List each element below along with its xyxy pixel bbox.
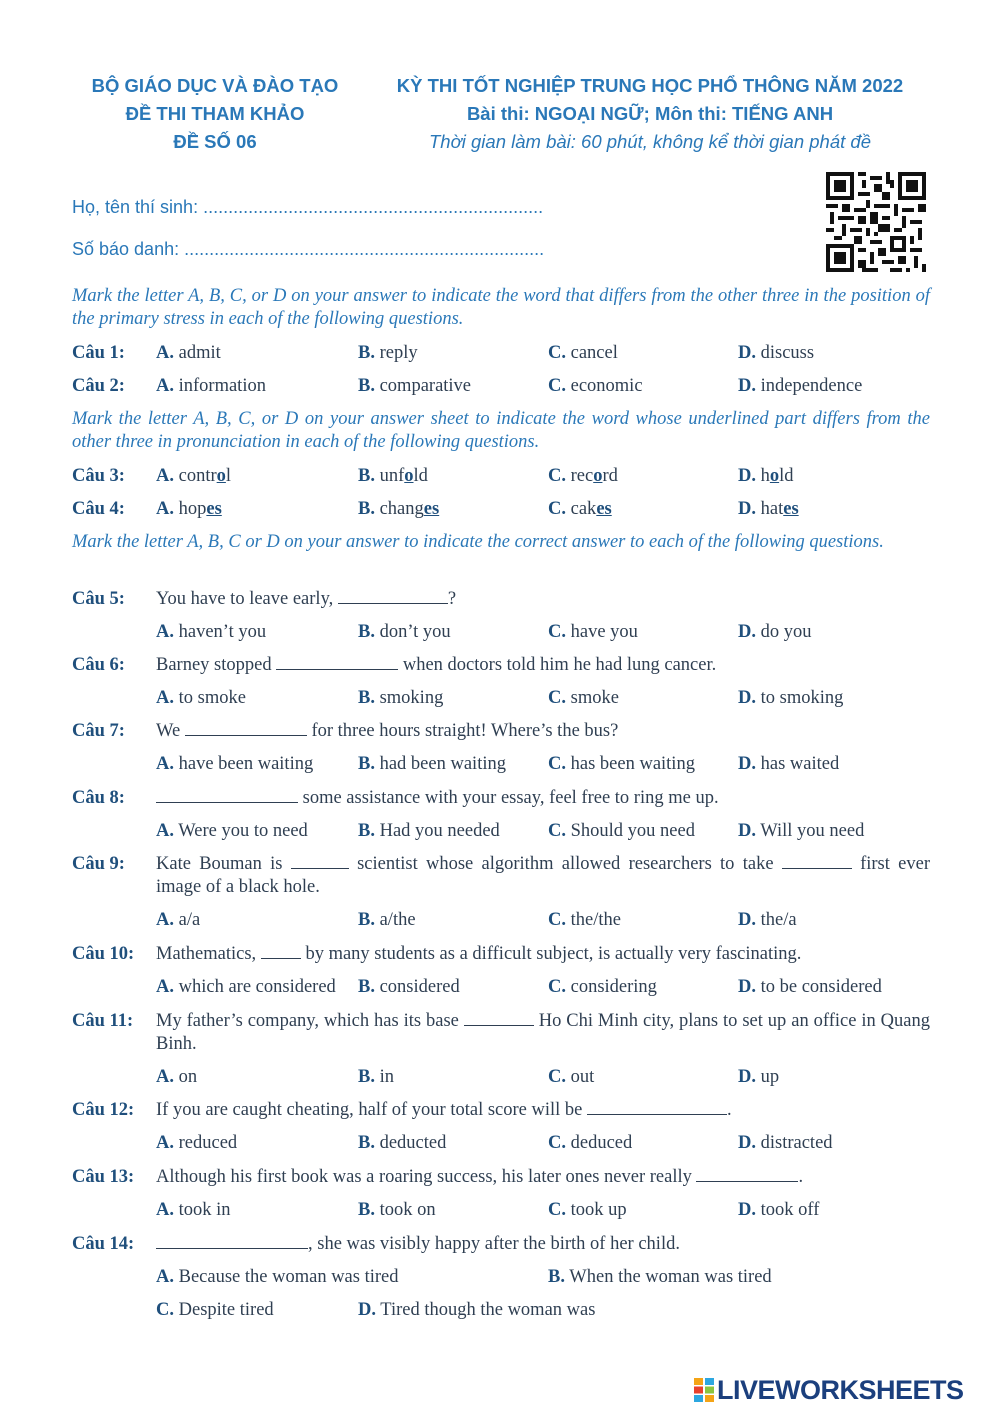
question-stem: We for three hours straight! Where’s the bus? (156, 721, 619, 741)
question-stem: You have to leave early, ? (156, 589, 457, 609)
option-a[interactable]: A. which are considered (156, 977, 336, 997)
option-b[interactable]: B. smoking (358, 688, 444, 708)
answer-blank[interactable] (782, 854, 852, 869)
question-number: Câu 10: (72, 944, 135, 964)
option-b[interactable]: B. considered (358, 977, 460, 997)
option-b[interactable]: B. deducted (358, 1133, 447, 1153)
question-number: Câu 5: (72, 589, 125, 609)
logo-text: LIVEWORKSHEETS (717, 1374, 964, 1405)
option-c[interactable]: C. has been waiting (548, 754, 695, 774)
answer-blank[interactable] (464, 1011, 534, 1026)
question-stem: Barney stopped when doctors told him he had lung cancer. (156, 655, 717, 675)
question-number: Câu 6: (72, 655, 125, 675)
option-b[interactable]: B. Had you needed (358, 821, 500, 841)
question-number: Câu 7: (72, 721, 125, 741)
question-11 (72, 1010, 930, 1090)
question-7 (72, 720, 930, 778)
candidate-name-field[interactable]: Họ, tên thí sinh: .................................................................... (72, 197, 544, 217)
answer-blank[interactable] (291, 854, 349, 869)
question-stem: some assistance with your essay, feel free to ring me up. (156, 787, 930, 810)
logo-mark-icon (694, 1378, 714, 1402)
liveworksheets-logo (694, 1375, 964, 1405)
question-12 (72, 1099, 930, 1157)
exam-title-block (372, 72, 928, 156)
instruction-grammar: Mark the letter A, B, C or D on your answer to indicate the correct answer to each of the following questions. (72, 532, 884, 552)
option-a[interactable]: A. Were you to need (156, 821, 308, 841)
option-c[interactable]: C. considering (548, 977, 657, 997)
exam-code: ĐỀ SỐ 06 (173, 131, 257, 152)
option-b[interactable]: B. don’t you (358, 622, 451, 642)
question-stem: , she was visibly happy after the birth of her child. (156, 1233, 930, 1256)
question-1 (72, 342, 930, 366)
question-13 (72, 1166, 930, 1224)
option-a[interactable]: A. control (156, 466, 232, 486)
option-b[interactable]: B. had been waiting (358, 754, 506, 774)
question-stem: Kate Bouman is scientist whose algorithm allowed researchers to take first ever image of a black hole. (156, 854, 931, 897)
option-c[interactable]: C. out (548, 1067, 595, 1087)
ministry-name: BỘ GIÁO DỤC VÀ ĐÀO TẠO (91, 75, 339, 96)
question-number: Câu 13: (72, 1167, 135, 1187)
question-number: Câu 3: (72, 466, 125, 486)
question-8 (72, 787, 930, 845)
option-c[interactable]: C. the/the (548, 910, 621, 930)
option-c[interactable]: C. took up (548, 1200, 627, 1220)
question-10 (72, 943, 930, 1001)
option-a[interactable]: A. reduced (156, 1133, 238, 1153)
candidate-id-field[interactable]: Số báo danh: ........................................................................ (72, 239, 545, 259)
option-a[interactable]: A. on (156, 1067, 198, 1087)
question-9 (72, 853, 930, 933)
exam-title: KỲ THI TỐT NGHIỆP TRUNG HỌC PHỔ THÔNG NĂM 2022 (396, 75, 904, 96)
option-c[interactable]: C. Despite tired (156, 1300, 274, 1320)
option-a[interactable]: A. to smoke (156, 688, 246, 708)
option-b[interactable]: B. unfold (358, 466, 428, 486)
answer-blank[interactable] (156, 1234, 308, 1249)
option-d[interactable]: D. the/a (738, 910, 797, 930)
option-d[interactable]: D. Will you need (738, 821, 865, 841)
instruction-stress: Mark the letter A, B, C, or D on your answer to indicate the word that differs from the other three in the position of the primary stress in each of the following questions. (72, 286, 930, 329)
answer-blank[interactable] (696, 1167, 798, 1182)
option-c[interactable]: C. deduced (548, 1133, 633, 1153)
option-a[interactable]: A. have been waiting (156, 754, 314, 774)
option-c[interactable]: C. cancel (548, 343, 618, 363)
answer-blank[interactable] (276, 655, 398, 670)
answer-blank[interactable] (185, 721, 307, 736)
answer-blank[interactable] (587, 1100, 727, 1115)
option-c[interactable]: C. record (548, 466, 618, 486)
option-d[interactable]: D. Tired though the woman was (358, 1300, 596, 1320)
option-d[interactable]: D. took off (738, 1200, 820, 1220)
option-d[interactable]: D. up (738, 1067, 780, 1087)
question-6 (72, 654, 930, 712)
question-14 (72, 1233, 930, 1323)
exam-time: Thời gian làm bài: 60 phút, không kể thời gian phát đề (429, 131, 871, 152)
question-4 (72, 498, 930, 522)
option-d[interactable]: D. discuss (738, 343, 815, 363)
answer-blank[interactable] (261, 944, 301, 959)
option-d[interactable]: D. do you (738, 622, 812, 642)
option-c[interactable]: C. Should you need (548, 821, 695, 841)
question-number: Câu 11: (72, 1011, 134, 1031)
question-number: Câu 4: (72, 499, 125, 519)
question-2 (72, 375, 930, 399)
option-a[interactable]: A. hopes (156, 499, 222, 519)
option-d[interactable]: D. has waited (738, 754, 840, 774)
question-5 (72, 588, 930, 646)
question-stem: Although his first book was a roaring success, his later ones never really . (156, 1167, 804, 1187)
answer-blank[interactable] (338, 589, 448, 604)
option-a[interactable]: A. took in (156, 1200, 231, 1220)
option-b[interactable]: B. changes (358, 499, 440, 519)
option-b[interactable]: B. took on (358, 1200, 436, 1220)
option-c[interactable]: C. smoke (548, 688, 619, 708)
option-d[interactable]: D. distracted (738, 1133, 833, 1153)
exam-type: ĐỀ THI THAM KHẢO (125, 103, 305, 124)
option-b[interactable]: B. comparative (358, 376, 472, 396)
question-stem: My father’s company, which has its base Ho Chi Minh city, plans to set up an office in Quang Binh. (156, 1011, 930, 1054)
option-d[interactable]: D. to smoking (738, 688, 844, 708)
question-3 (72, 465, 930, 489)
question-number: Câu 9: (72, 854, 125, 874)
question-stem: If you are caught cheating, half of your total score will be . (156, 1100, 732, 1120)
option-a[interactable]: A. haven’t you (156, 622, 267, 642)
question-number: Câu 1: (72, 343, 125, 363)
option-c[interactable]: C. economic (548, 376, 643, 396)
option-a[interactable]: A. Because the woman was tired (156, 1267, 399, 1287)
option-c[interactable]: C. cakes (548, 499, 612, 519)
exam-subject: Bài thi: NGOẠI NGỮ; Môn thi: TIẾNG ANH (466, 103, 834, 124)
option-a[interactable]: A. information (156, 376, 266, 396)
question-number: Câu 8: (72, 788, 125, 808)
instruction-pronunciation: Mark the letter A, B, C, or D on your answer sheet to indicate the word whose underlined part differs from the other three in pronunciation in each of the following questions. (72, 409, 930, 452)
question-stem: Mathematics, by many students as a difficult subject, is actually very fascinating. (156, 944, 802, 964)
option-d[interactable]: D. hates (738, 499, 799, 519)
option-c[interactable]: C. have you (548, 622, 638, 642)
question-number: Câu 14: (72, 1234, 135, 1254)
option-b[interactable]: B. in (358, 1067, 394, 1087)
answer-blank[interactable] (156, 788, 298, 803)
option-a[interactable]: A. a/a (156, 910, 201, 930)
option-b[interactable]: B. When the woman was tired (548, 1267, 772, 1287)
qr-code-icon (826, 172, 926, 272)
option-a[interactable]: A. admit (156, 343, 221, 363)
option-b[interactable]: B. reply (358, 343, 418, 363)
ministry-block (70, 72, 360, 156)
question-number: Câu 2: (72, 376, 125, 396)
exam-header (0, 72, 1000, 162)
option-d[interactable]: D. independence (738, 376, 863, 396)
option-b[interactable]: B. a/the (358, 910, 416, 930)
option-d[interactable]: D. to be considered (738, 977, 882, 997)
option-d[interactable]: D. hold (738, 466, 794, 486)
question-number: Câu 12: (72, 1100, 135, 1120)
